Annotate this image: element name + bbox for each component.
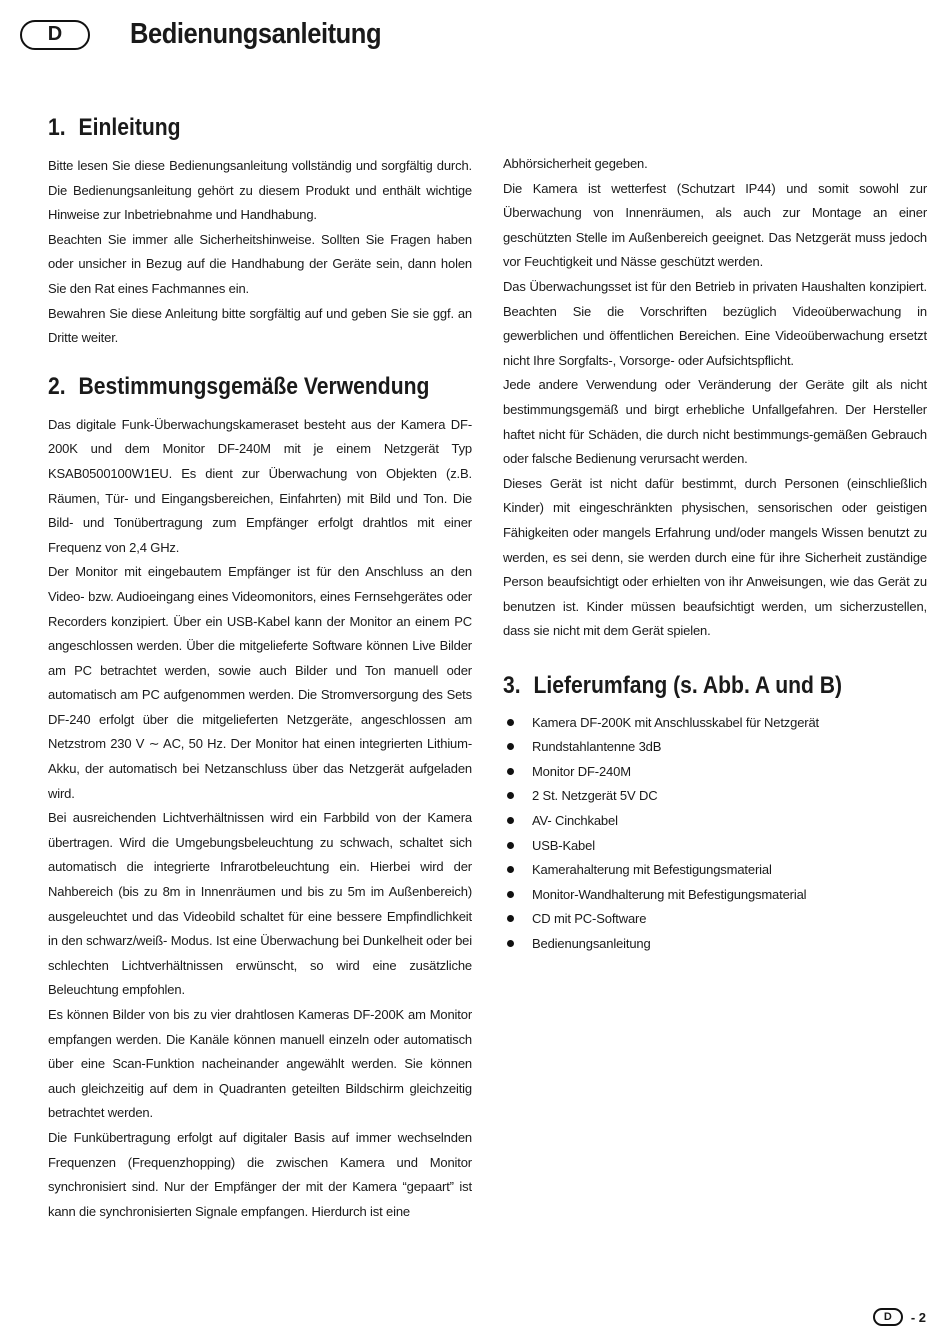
right-column xyxy=(503,152,927,956)
list-item: USB-Kabel xyxy=(503,833,927,858)
section-1-heading xyxy=(48,112,421,144)
section-2-paragraph: Bei ausreichenden Lichtverhältnissen wird ein Farbbild von der Kamera übertragen. Wird die Umgebungsbeleuchtung zu schwach, schaltet sich automatisch die integrierte Infrarotbeleuchtung ein. Hierbei wird der Nahbereich (bis zu 8m in Innenräumen und bis zu 5m im Außenbereich) ausgeleuchtet und das Videobild schaltet für eine bessere Empfindlichkeit in den schwarz/weiß- Modus. Ist eine Überwachung bei Dunkelheit oder bei schlechten Lichtverhältnissen erwünscht, so wird eine zusätzliche Beleuchtung empfohlen. xyxy=(48,810,472,998)
list-item: CD mit PC-Software xyxy=(503,907,927,932)
section-1-title: Einleitung xyxy=(78,114,181,141)
footer-language-badge: D xyxy=(873,1308,903,1326)
section-2-paragraph: Das digitale Funk-Überwachungskameraset besteht aus der Kamera DF-200K und dem Monitor DF-240M mit je einem Netzgerät Typ KSAB0500100W1EU. Es dient zur Überwachung von Objekten (z.B. Räumen, Tür- und Eingangsbereichen, Einfahrten) mit Bild und Ton. Die Bild- und Tonübertragung zum Empfänger erfolgt drahtlos mit einer Frequenz von 2,4 GHz. xyxy=(48,416,472,555)
section-3-title: Lieferumfang (s. Abb. A und B) xyxy=(533,671,843,699)
list-item: Bedienungsanleitung xyxy=(503,931,927,956)
list-item: Kamera DF-200K mit Anschlusskabel für Netzgerät xyxy=(503,710,927,735)
section-3-heading xyxy=(503,670,876,702)
section-2-paragraph: Die Funkübertragung erfolgt auf digitaler Basis auf immer wechselnden Frequenzen (Frequenzhopping) die zwischen Kamera und Monitor synchronisiert sind. Nur der Empfänger der mit der Kamera “gepaart” ist kann die synchronisierten Signale empfangen. Hierdurch ist eine xyxy=(48,1129,472,1219)
section-2-heading xyxy=(48,371,430,403)
bullet-icon xyxy=(507,940,514,947)
list-item: 2 St. Netzgerät 5V DC xyxy=(503,784,927,809)
section-3-number: 3. xyxy=(503,671,521,699)
list-item: Monitor-Wandhalterung mit Befestigungsmaterial xyxy=(503,882,927,907)
bullet-icon xyxy=(507,743,514,750)
section-2-paragraph-continued: Das Überwachungsset ist für den Betrieb in privaten Haushalten konzipiert. Beachten Sie die Vorschriften bezüglich Videoüberwachung in gewerblichen und öffentlichen Bereichen. Eine Videoüberwachung ersetzt nicht Ihre Sorgfalts-, Vorsorge- oder Aufsichtspflicht. xyxy=(503,278,927,368)
page-footer xyxy=(873,1308,926,1326)
bullet-icon xyxy=(507,792,514,799)
bullet-icon xyxy=(507,891,514,898)
section-2-paragraph-continued: Jede andere Verwendung oder Veränderung der Geräte gilt als nicht bestimmungsgemäß und birgt erhebliche Unfallgefahren. Der Hersteller haftet nicht für Schäden, die durch nicht bestimmungs-gemäßen Gebrauch oder falsche Bedienung verursacht werden. xyxy=(503,377,927,467)
section-2-paragraph-continued: Dieses Gerät ist nicht dafür bestimmt, durch Personen (einschließlich Kinder) mit eingeschränkten physischen, sensorischen oder geistigen Fähigkeiten oder mangels Erfahrung und/oder mangels Wissen benutzt zu werden, es sei denn, sie werden durch eine für ihre Sicherheit zuständige Person beaufsichtigt oder erhielten von ihr Anweisungen, wie das Gerät zu benutzen ist. Kinder müssen beaufsichtigt werden, um sicherzustellen, dass sie nicht mit dem Gerät spielen. xyxy=(503,475,927,639)
bullet-icon xyxy=(507,842,514,849)
list-item: Rundstahlantenne 3dB xyxy=(503,734,927,759)
section-2-paragraph-continued: Abhörsicherheit gegeben. xyxy=(503,156,648,171)
document-title: Bedienungsanleitung xyxy=(130,18,382,50)
section-2-number: 2. xyxy=(48,372,66,400)
list-item: Monitor DF-240M xyxy=(503,759,927,784)
bullet-icon xyxy=(507,915,514,922)
language-badge: D xyxy=(20,20,90,50)
page-header xyxy=(20,18,415,51)
section-2-paragraph-continued: Die Kamera ist wetterfest (Schutzart IP44) und somit sowohl zur Überwachung von Innenräumen, als auch zur Montage an einer geschützten Stelle im Außenbereich geeignet. Das Netzgerät muss jedoch vor Feuchtigkeit und Nässe geschützt werden. xyxy=(503,180,927,270)
section-1-paragraph: Bitte lesen Sie diese Bedienungsanleitung vollständig und sorgfältig durch. Die Bedienungsanleitung gehört zu diesem Produkt und enthält wichtige Hinweise zur Inbetriebnahme und Handhabung. xyxy=(48,158,472,223)
section-2-paragraph: Der Monitor mit eingebautem Empfänger ist für den Anschluss an den Video- bzw. Audioeingang eines Videomonitors, eines Fernsehgerätes oder Recorders konzipiert. Über ein USB-Kabel kann der Monitor an einem PC angeschlossen werden. Über die mitgelieferte Software können Live Bilder am PC betrachtet werden, sowie auch Bilder und Ton manuell oder automatisch am PC aufgenommen werden. Die Stromversorgung des Sets DF-240 erfolgt über die mitgelieferten Netzgeräte, angeschlossen am Netzstrom 230 V ∼ AC, 50 Hz. Der Monitor hat einen integrierten Lithium-Akku, der automatisch bei Netzanschluss über das Netzgerät aufgeladen wird. xyxy=(48,564,472,801)
bullet-icon xyxy=(507,866,514,873)
page-number: - 2 xyxy=(910,1309,926,1325)
section-2-paragraph: Es können Bilder von bis zu vier drahtlosen Kameras DF-200K am Monitor empfangen werden. Die Kanäle können manuell einzeln oder automatisch über eine Scan-Funktion nacheinander angewählt werden. Sie können auch gleichzeitig auf dem in Quadranten geteilten Bildschirm gleichzeitig betrachtet werden. xyxy=(48,1007,472,1121)
section-1-paragraph: Bewahren Sie diese Anleitung bitte sorgfältig auf und geben Sie sie ggf. an Dritte weiter. xyxy=(48,305,472,346)
bullet-icon xyxy=(507,817,514,824)
section-1-paragraph: Beachten Sie immer alle Sicherheitshinweise. Sollten Sie Fragen haben oder unsicher in Bezug auf die Handhabung der Geräte sein, dann holen Sie den Rat eines Fachmannes ein. xyxy=(48,231,472,296)
list-item: Kamerahalterung mit Befestigungsmaterial xyxy=(503,857,927,882)
section-2-title: Bestimmungsgemäße Verwendung xyxy=(78,372,430,400)
delivery-contents-list xyxy=(503,710,927,956)
section-1-number: 1. xyxy=(48,114,66,141)
left-column xyxy=(48,112,472,1224)
list-item: AV- Cinchkabel xyxy=(503,808,927,833)
bullet-icon xyxy=(507,768,514,775)
bullet-icon xyxy=(507,719,514,726)
